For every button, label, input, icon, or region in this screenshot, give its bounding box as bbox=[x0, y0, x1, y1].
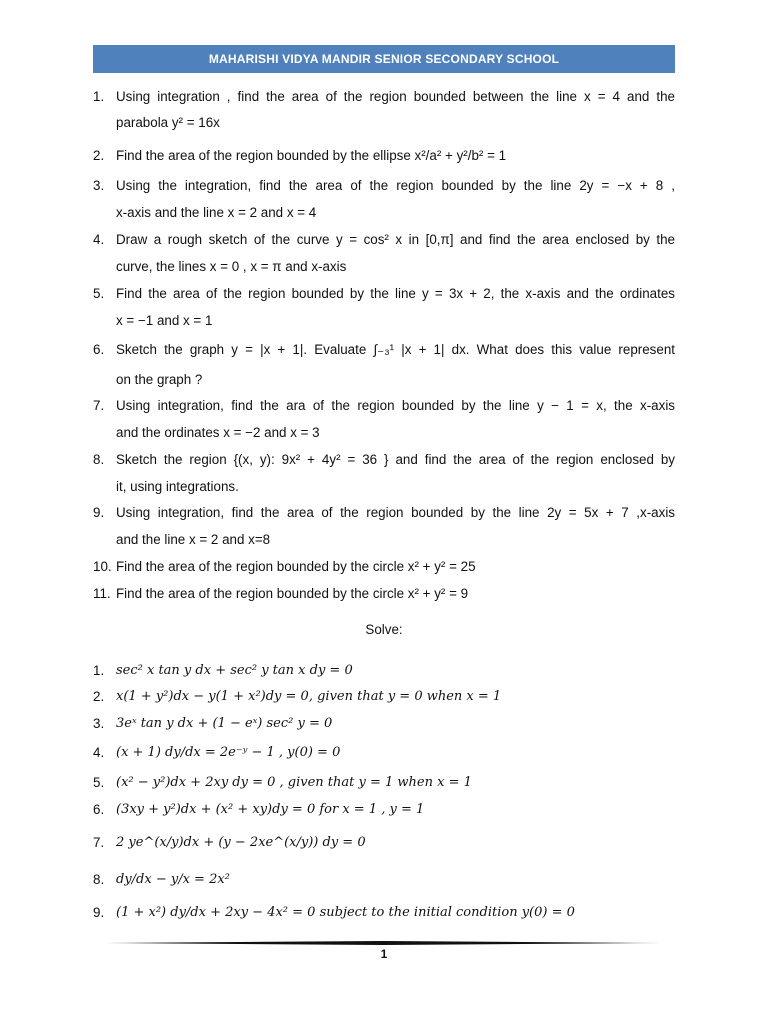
question-number: 4. bbox=[93, 232, 105, 247]
question-line: parabola y² = 16x bbox=[116, 115, 220, 130]
page-number: 1 bbox=[380, 947, 388, 961]
solve-equation: (1 + x²) dy/dx + 2xy − 4x² = 0 subject to the initial condition y(0) = 0 bbox=[116, 905, 575, 920]
question-number: 8. bbox=[93, 452, 105, 467]
question-number: 5. bbox=[93, 286, 105, 301]
solve-number: 8. bbox=[93, 872, 105, 887]
solve-equation: (x + 1) dy/dx = 2e⁻ʸ − 1 , y(0) = 0 bbox=[116, 745, 341, 760]
school-name: MAHARISHI VIDYA MANDIR SENIOR SECONDARY SCHOOL bbox=[208, 52, 560, 66]
question-line: Find the area of the region bounded by the line y = 3x + 2, the x-axis and the ordinates bbox=[116, 286, 675, 301]
question-line: Find the area of the region bounded by the circle x² + y² = 25 bbox=[116, 559, 476, 574]
solve-number: 7. bbox=[93, 835, 105, 850]
solve-equation: 2 ye^(x/y)dx + (y − 2xe^(x/y)) dy = 0 bbox=[116, 835, 366, 850]
question-line: Using integration , find the area of the region bounded between the line x = 4 and the bbox=[116, 89, 675, 104]
question-line: Find the area of the region bounded by the circle x² + y² = 9 bbox=[116, 586, 469, 601]
question-line: and the line x = 2 and x=8 bbox=[116, 532, 271, 547]
question-line: Using integration, find the ara of the region bounded by the line y − 1 = x, the x-axis bbox=[116, 398, 675, 413]
question-line: on the graph ? bbox=[116, 372, 203, 387]
solve-equation: x(1 + y²)dx − y(1 + x²)dy = 0, given that y = 0 when x = 1 bbox=[116, 689, 502, 704]
question-line: x = −1 and x = 1 bbox=[116, 313, 213, 328]
question-line: x-axis and the line x = 2 and x = 4 bbox=[116, 205, 317, 220]
solve-equation: 3eˣ tan y dx + (1 − eˣ) sec² y = 0 bbox=[116, 716, 333, 731]
solve-heading: Solve: bbox=[365, 622, 403, 637]
solve-number: 1. bbox=[93, 663, 105, 678]
question-line: Using the integration, find the area of the region bounded by the line 2y = −x + 8 , bbox=[116, 178, 675, 193]
question-number: 6. bbox=[93, 342, 105, 357]
solve-equation: sec² x tan y dx + sec² y tan x dy = 0 bbox=[116, 663, 353, 678]
solve-number: 6. bbox=[93, 802, 105, 817]
question-number: 7. bbox=[93, 398, 105, 413]
question-number: 1. bbox=[93, 89, 105, 104]
question-line: Sketch the region {(x, y): 9x² + 4y² = 36 } and find the area of the region enclosed by bbox=[116, 452, 675, 467]
school-header-banner bbox=[93, 45, 675, 73]
footer-divider bbox=[105, 941, 661, 945]
question-line: Using integration, find the area of the region bounded by the line 2y = 5x + 7 ,x-axis bbox=[116, 505, 675, 520]
question-number: 10. bbox=[93, 559, 112, 574]
solve-equation: (x² − y²)dx + 2xy dy = 0 , given that y = 1 when x = 1 bbox=[116, 775, 472, 790]
question-line: it, using integrations. bbox=[116, 479, 239, 494]
solve-equation: (3xy + y²)dx + (x² + xy)dy = 0 for x = 1 , y = 1 bbox=[116, 802, 425, 817]
solve-number: 5. bbox=[93, 775, 105, 790]
question-number: 11. bbox=[93, 586, 111, 601]
question-line: Draw a rough sketch of the curve y = cos² x in [0,π] and find the area enclosed by the bbox=[116, 232, 675, 247]
question-line: curve, the lines x = 0 , x = π and x-axis bbox=[116, 259, 347, 274]
question-line: and the ordinates x = −2 and x = 3 bbox=[116, 425, 320, 440]
solve-number: 9. bbox=[93, 905, 105, 920]
solve-number: 4. bbox=[93, 745, 105, 760]
solve-equation: dy/dx − y/x = 2x² bbox=[116, 872, 230, 887]
question-line: Find the area of the region bounded by the ellipse x²/a² + y²/b² = 1 bbox=[116, 148, 507, 163]
question-number: 9. bbox=[93, 505, 105, 520]
question-number: 2. bbox=[93, 148, 105, 163]
solve-number: 2. bbox=[93, 689, 105, 704]
question-line: Sketch the graph y = |x + 1|. Evaluate ∫₋₃¹ |x + 1| dx. What does this value represent bbox=[116, 342, 675, 357]
solve-number: 3. bbox=[93, 716, 105, 731]
question-number: 3. bbox=[93, 178, 105, 193]
